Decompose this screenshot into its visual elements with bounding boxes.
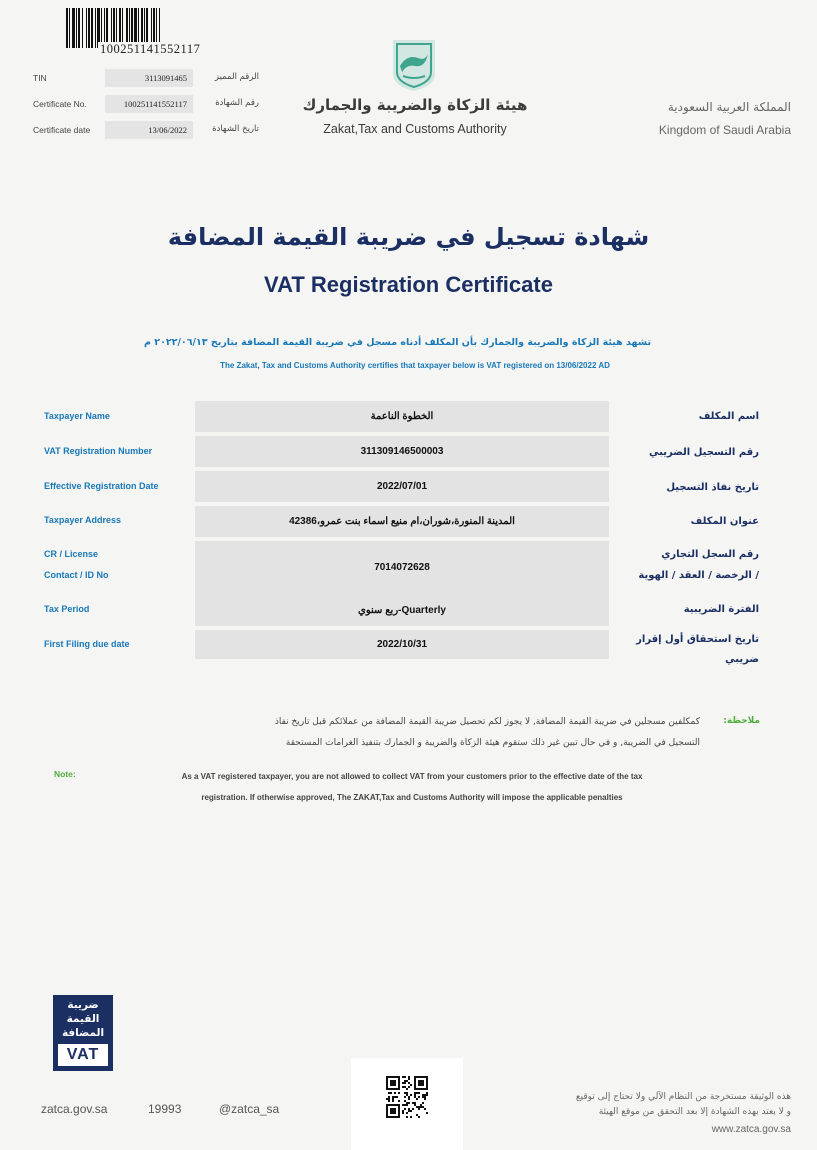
tax-period-value: ربع سنوي-Quarterly (195, 595, 609, 626)
qr-code (351, 1058, 463, 1150)
first-filing-label: First Filing due date (44, 639, 130, 649)
vat-logo-line1: ضريبة (67, 999, 99, 1011)
meta-cert-no-label-ar: رقم الشهادة (215, 98, 259, 108)
kingdom-name-en: Kingdom of Saudi Arabia (658, 123, 791, 137)
taxpayer-name-label: Taxpayer Name (44, 411, 110, 421)
footer-website[interactable]: zatca.gov.sa (41, 1102, 108, 1116)
first-filing-label-ar: تاريخ استحقاق أول إقرار (636, 634, 759, 645)
taxpayer-name-label-ar: اسم المكلف (698, 411, 759, 422)
tax-period-label: Tax Period (44, 604, 90, 614)
footer-twitter[interactable]: @zatca_sa (219, 1102, 280, 1116)
note-line1-en: As a VAT registered taxpayer, you are not allowed to collect VAT from your customers prior to the effective date of the tax (181, 772, 643, 781)
meta-tin-label-ar: الرقم المميز (214, 72, 259, 82)
footer-disclaimer-line1: هذه الوثيقة مستخرجة من النظام الآلي ولا تحتاج إلى توقيع (575, 1092, 791, 1102)
meta-tin-label: TIN (33, 73, 47, 83)
taxpayer-address-label-ar: عنوان المكلف (690, 516, 759, 527)
cr-license-label: CR / License (44, 549, 99, 559)
footer-phone: 19993 (148, 1102, 182, 1116)
certificate-barcode (66, 8, 224, 58)
qr-code-icon (386, 1076, 428, 1118)
certificate-title-ar: شهادة تسجيل في ضريبة القيمة المضافة (167, 223, 650, 251)
vat-number-value: 311309146500003 (195, 436, 609, 467)
first-filing-label-ar-line2: ضريبي (725, 654, 759, 665)
meta-tin-row (33, 69, 273, 87)
note-text-ar (140, 712, 700, 754)
certification-statement-ar: تشهد هيئة الزكاة والضريبة والجمارك بأن المكلف أدناه مسجل في ضريبة القيمة المضافة بتاريخ ٢٠٢٢/٠٦/١٣ م (143, 337, 652, 348)
authority-name-en: Zakat,Tax and Customs Authority (323, 122, 507, 136)
contact-id-label: Contact / ID No (44, 570, 109, 580)
taxpayer-name-value: الخطوة الناعمة (195, 401, 609, 432)
note-line2-ar: التسجيل في الضريبة, و في حال تبين غير ذلك ستقوم هيئة الزكاة والضريبة و الجمارك بتنفيذ الغرامات المستحقة (285, 738, 700, 748)
barcode-number: 100251141552117 (100, 42, 201, 56)
note-line2-en: registration. If otherwise approved, The ZAKAT,Tax and Customs Authority will impose the applicable penalties (201, 793, 623, 802)
taxpayer-address-value: المدينة المنورة،شوران،ام منيع اسماء بنت عمرو،42386 (195, 506, 609, 537)
meta-cert-date-value: 13/06/2022 (105, 121, 193, 139)
certification-statement-en: The Zakat, Tax and Customs Authority certifies that taxpayer below is VAT registered on 13/06/2022 AD (220, 361, 610, 370)
authority-name-ar: هيئة الزكاة والضريبة والجمارك (302, 96, 528, 114)
vat-number-label: VAT Registration Number (44, 446, 153, 456)
taxpayer-address-label: Taxpayer Address (44, 515, 122, 525)
meta-cert-no-label: Certificate No. (33, 99, 87, 109)
vat-logo-line2: القيمة (66, 1013, 100, 1025)
vat-number-label-ar: رقم التسجيل الضريبي (649, 447, 759, 458)
footer-verify-url[interactable]: www.zatca.gov.sa (711, 1124, 791, 1135)
note-label-en: Note: (54, 769, 76, 779)
meta-cert-no-value: 100251141552117 (105, 95, 193, 113)
note-line1-ar: كمكلفين مسجلين في ضريبة القيمة المضافة, لا يجوز لكم تحصيل ضريبة القيمة المضافة من عملائكم قبل تاريخ نفاذ (274, 717, 700, 727)
cr-license-value: 7014072628 (195, 541, 609, 595)
effective-date-label-ar: تاريخ نفاذ التسجيل (666, 482, 759, 493)
first-filing-value: 2022/10/31 (195, 630, 609, 659)
footer-disclaimer-line2: و لا يعتد بهذه الشهادة إلا بعد التحقق من موقع الهيئة (598, 1107, 791, 1117)
certificate-title-en: VAT Registration Certificate (264, 272, 553, 297)
vat-logo (53, 995, 113, 1071)
meta-tin-value: 3113091465 (105, 69, 193, 87)
footer-disclaimer (501, 1090, 791, 1120)
vat-logo-line3: المضافة (61, 1027, 105, 1039)
vat-logo-badge: VAT (58, 1044, 108, 1066)
meta-cert-date-label-ar: تاريخ الشهادة (212, 124, 259, 134)
zatca-logo-icon (385, 36, 443, 94)
note-text-en (112, 766, 712, 808)
note-label-ar: ملاحظة: (723, 716, 760, 726)
cr-license-label-ar: رقم السجل التجاري (661, 549, 759, 560)
tax-period-label-ar: الفترة الضريبية (683, 604, 759, 615)
meta-cert-no-row (33, 95, 273, 113)
meta-cert-date-row (33, 121, 273, 139)
effective-date-label: Effective Registration Date (44, 481, 159, 491)
contact-id-label-ar: / الرخصة / العقد / الهوية (638, 570, 759, 581)
meta-cert-date-label: Certificate date (33, 125, 91, 135)
effective-date-value: 2022/07/01 (195, 471, 609, 502)
kingdom-name-ar: المملكة العربية السعودية (667, 100, 791, 114)
